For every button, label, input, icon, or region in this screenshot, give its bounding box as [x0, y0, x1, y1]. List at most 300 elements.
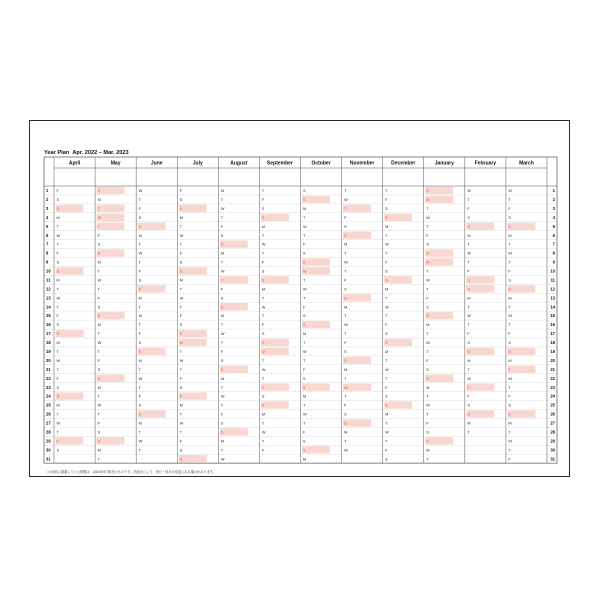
row-number-left: 28 [46, 429, 51, 435]
weekday-letter: T [385, 376, 388, 381]
weekday-letter: S [467, 224, 470, 229]
weekday-letter: M [426, 198, 430, 203]
weekday-letter: M [467, 233, 471, 238]
day-highlight [302, 446, 330, 453]
weekday-letter: M [220, 189, 225, 194]
weekday-letter: S [97, 314, 101, 319]
weekday-letter: T [344, 394, 347, 399]
weekday-letter: F [467, 332, 470, 337]
weekday-letter: T [344, 269, 347, 274]
weekday-letter: T [179, 412, 183, 417]
weekday-letter: S [426, 376, 429, 381]
weekday-letter: M [138, 421, 142, 426]
weekday-letter: S [56, 385, 60, 390]
weekday-letter: S [179, 394, 183, 399]
weekday-letter: M [344, 305, 348, 310]
weekday-letter: S [261, 269, 265, 274]
weekday-letter: M [97, 385, 101, 390]
weekday-letter: S [303, 189, 306, 194]
weekday-letter: T [179, 287, 183, 292]
weekday-letter: T [220, 278, 224, 283]
weekday-letter: W [344, 198, 348, 203]
weekday-letter: T [467, 242, 470, 247]
weekday-letter: F [179, 251, 183, 256]
day-highlight [343, 357, 371, 364]
weekday-letter: W [138, 251, 143, 256]
weekday-letter: W [344, 385, 348, 390]
weekday-letter: F [220, 224, 224, 229]
weekday-letter: W [426, 341, 430, 346]
weekday-letter: S [97, 367, 101, 372]
weekday-letter: F [97, 233, 100, 238]
day-highlight [138, 410, 166, 417]
weekday-letter: T [344, 206, 347, 211]
weekday-letter: S [344, 421, 347, 426]
weekday-letter: M [344, 242, 348, 247]
row-number-right: 6 [552, 232, 555, 238]
weekday-letter: M [508, 296, 512, 301]
weekday-letter: W [303, 349, 307, 354]
weekday-letter: T [220, 260, 224, 265]
weekday-letter: M [97, 323, 101, 328]
weekday-letter: T [426, 206, 429, 211]
weekday-letter: S [344, 224, 347, 229]
weekday-letter: T [56, 224, 59, 229]
weekday-letter: W [385, 242, 389, 247]
weekday-letter: S [303, 448, 306, 453]
weekday-letter: W [508, 189, 513, 194]
weekday-letter: T [97, 457, 100, 462]
weekday-letter: W [97, 278, 102, 283]
weekday-letter: M [508, 358, 512, 363]
weekday-letter: T [344, 189, 347, 194]
weekday-letter: T [97, 287, 100, 292]
weekday-letter: S [344, 296, 347, 301]
weekday-letter: S [385, 457, 388, 462]
day-highlight [302, 196, 330, 203]
weekday-letter: W [508, 439, 513, 444]
row-number-right: 15 [550, 313, 555, 319]
row-number-right: 1 [552, 188, 555, 194]
day-highlight [466, 348, 494, 355]
weekday-letter: F [220, 412, 224, 417]
weekday-letter: S [344, 233, 347, 238]
weekday-letter: F [220, 349, 224, 354]
weekday-letter: F [508, 206, 511, 211]
weekday-letter: T [56, 287, 59, 292]
day-highlight [466, 410, 494, 417]
weekday-letter: W [56, 233, 61, 238]
weekday-letter: S [220, 421, 224, 426]
weekday-letter: S [138, 215, 142, 220]
weekday-letter: F [56, 376, 59, 381]
weekday-letter: T [426, 349, 429, 354]
weekday-letter: W [220, 206, 225, 211]
row-number-right: 29 [550, 438, 555, 444]
weekday-letter: S [344, 412, 347, 417]
weekday-letter: W [261, 305, 266, 310]
row-number-right: 7 [552, 241, 555, 247]
row-number-right: 8 [552, 250, 555, 256]
weekday-letter: S [303, 251, 306, 256]
day-highlight [97, 205, 125, 212]
weekday-letter: T [261, 251, 265, 256]
day-highlight [507, 285, 535, 292]
weekday-letter: S [97, 305, 101, 310]
weekday-letter: S [138, 224, 142, 229]
weekday-letter: M [261, 349, 266, 354]
row-number-left: 4 [46, 214, 49, 220]
weekday-letter: S [303, 385, 306, 390]
weekday-letter: S [138, 412, 142, 417]
day-highlight [425, 187, 453, 194]
weekday-letter: S [508, 412, 511, 417]
weekday-letter: T [303, 296, 306, 301]
weekday-letter: T [261, 439, 265, 444]
weekday-letter: T [97, 412, 100, 417]
weekday-letter: W [138, 189, 143, 194]
weekday-letter: S [179, 198, 183, 203]
weekday-letter: T [344, 376, 347, 381]
weekday-letter: S [97, 242, 101, 247]
month-header: December [391, 160, 416, 167]
weekday-letter: F [303, 430, 306, 435]
row-number-left: 13 [46, 295, 51, 301]
row-number-right: 30 [550, 447, 555, 453]
day-highlight [261, 339, 289, 346]
weekday-letter: S [467, 341, 470, 346]
weekday-letter: W [97, 215, 102, 220]
day-highlight [56, 267, 84, 274]
weekday-letter: M [138, 358, 142, 363]
month-header: October [311, 160, 331, 167]
weekday-letter: T [97, 394, 100, 399]
day-highlight [138, 285, 166, 292]
row-number-right: 17 [550, 331, 555, 337]
weekday-letter: W [385, 305, 389, 310]
weekday-letter: M [56, 278, 60, 283]
weekday-letter: M [467, 358, 471, 363]
weekday-letter: W [56, 421, 61, 426]
weekday-letter: M [179, 403, 183, 408]
day-highlight [220, 240, 248, 247]
weekday-letter: S [179, 206, 183, 211]
weekday-letter: F [138, 269, 141, 274]
weekday-letter: M [385, 349, 389, 354]
weekday-letter: F [303, 367, 306, 372]
month-header: August [230, 160, 248, 167]
row-number-left: 19 [46, 348, 51, 354]
weekday-letter: M [303, 269, 307, 274]
weekday-letter: T [467, 385, 470, 390]
weekday-letter: S [261, 278, 265, 283]
day-highlight [220, 303, 248, 310]
weekday-letter: T [138, 448, 141, 453]
weekday-letter: W [508, 376, 513, 381]
row-number-left: 14 [46, 304, 51, 310]
weekday-letter: S [385, 269, 388, 274]
weekday-letter: W [508, 251, 513, 256]
weekday-letter: S [179, 260, 183, 265]
day-highlight [261, 401, 289, 408]
weekday-letter: S [303, 323, 306, 328]
weekday-letter: F [56, 314, 59, 319]
weekday-letter: M [97, 448, 101, 453]
weekday-letter: S [467, 287, 470, 292]
day-highlight [261, 348, 289, 355]
weekday-letter: T [138, 198, 141, 203]
weekday-letter: F [179, 439, 183, 444]
day-highlight [179, 330, 207, 337]
weekday-letter: W [138, 314, 143, 319]
row-number-right: 23 [550, 384, 555, 390]
weekday-letter: S [138, 287, 142, 292]
weekday-letter: F [426, 421, 429, 426]
row-number-left: 20 [46, 357, 51, 363]
weekday-letter: T [385, 189, 388, 194]
weekday-letter: S [56, 323, 60, 328]
weekday-letter: F [138, 206, 141, 211]
weekday-letter: T [56, 349, 59, 354]
weekday-letter: W [467, 189, 471, 194]
row-number-left: 15 [46, 313, 51, 319]
weekday-letter: M [56, 403, 60, 408]
weekday-letter: S [303, 376, 306, 381]
weekday-letter: T [97, 206, 100, 211]
weekday-letter: S [426, 430, 429, 435]
weekday-letter: M [220, 251, 225, 256]
day-highlight [507, 348, 535, 355]
weekday-letter: F [261, 260, 265, 265]
day-highlight [97, 187, 125, 194]
weekday-letter: T [220, 341, 224, 346]
day-highlight [179, 267, 207, 274]
weekday-letter: W [385, 430, 389, 435]
weekday-letter: T [220, 215, 224, 220]
weekday-letter: T [344, 332, 347, 337]
weekday-letter: T [344, 439, 347, 444]
weekday-letter: S [303, 314, 306, 319]
weekday-letter: S [56, 198, 60, 203]
weekday-letter: T [467, 260, 470, 265]
weekday-letter: S [467, 403, 470, 408]
weekday-letter: W [426, 403, 430, 408]
weekday-letter: T [138, 430, 141, 435]
day-highlight [261, 383, 289, 390]
row-number-left: 16 [46, 322, 51, 328]
row-number-left: 3 [46, 205, 49, 211]
weekday-letter: M [97, 198, 101, 203]
weekday-letter: W [56, 358, 61, 363]
day-highlight [97, 312, 125, 319]
weekday-letter: T [220, 448, 224, 453]
weekday-letter: T [261, 358, 265, 363]
month-header: April [68, 160, 81, 167]
weekday-letter: S [179, 332, 183, 337]
day-highlight [425, 196, 453, 203]
month-header: May [110, 160, 121, 167]
weekday-letter: T [179, 224, 183, 229]
weekday-letter: W [303, 287, 307, 292]
weekday-letter: M [56, 341, 60, 346]
row-number-right: 21 [550, 366, 555, 372]
weekday-letter: M [179, 278, 183, 283]
weekday-letter: M [385, 287, 389, 292]
weekday-letter: W [179, 358, 184, 363]
weekday-letter: S [138, 341, 142, 346]
row-number-left: 6 [46, 232, 49, 238]
weekday-letter: T [138, 385, 141, 390]
weekday-letter: S [179, 269, 183, 274]
weekday-letter: S [426, 439, 429, 444]
weekday-letter: T [385, 233, 388, 238]
day-highlight [302, 267, 330, 274]
weekday-letter: T [508, 260, 511, 265]
day-highlight [56, 437, 84, 444]
weekday-letter: S [385, 206, 388, 211]
weekday-letter: M [220, 439, 225, 444]
weekday-letter: T [508, 242, 511, 247]
row-number-left: 8 [46, 250, 49, 256]
weekday-letter: T [138, 305, 141, 310]
day-highlight [302, 321, 330, 328]
day-highlight [56, 330, 84, 337]
weekday-letter: M [426, 323, 430, 328]
weekday-letter: S [261, 341, 265, 346]
weekday-letter: T [385, 251, 388, 256]
weekday-letter: T [56, 412, 59, 417]
weekday-letter: F [467, 269, 470, 274]
weekday-letter: F [385, 448, 388, 453]
weekday-letter: F [97, 421, 100, 426]
weekday-letter: T [508, 367, 511, 372]
day-highlight [56, 205, 84, 212]
weekday-letter: F [97, 296, 100, 301]
weekday-letter: F [508, 394, 511, 399]
row-number-left: 17 [46, 331, 51, 337]
weekday-letter: F [138, 332, 141, 337]
weekday-letter: S [303, 260, 306, 265]
weekday-letter: S [508, 278, 511, 283]
row-number-left: 23 [46, 384, 51, 390]
weekday-letter: F [303, 305, 306, 310]
weekday-letter: M [508, 421, 512, 426]
weekday-letter: T [261, 314, 265, 319]
weekday-letter: T [344, 251, 347, 256]
weekday-letter: W [220, 269, 225, 274]
weekday-letter: F [467, 394, 470, 399]
weekday-letter: W [220, 332, 225, 337]
month-header: June [150, 160, 163, 167]
row-number-right: 24 [550, 393, 555, 399]
weekday-letter: F [385, 198, 388, 203]
weekday-letter: W [344, 323, 348, 328]
weekday-letter: S [426, 367, 429, 372]
weekday-letter: F [261, 323, 265, 328]
row-number-right: 13 [550, 295, 555, 301]
weekday-letter: T [56, 430, 59, 435]
weekday-letter: W [220, 457, 225, 462]
weekday-letter: S [508, 403, 511, 408]
month-header: February [474, 160, 497, 167]
weekday-letter: S [56, 394, 60, 399]
weekday-letter: T [385, 296, 388, 301]
weekday-letter: S [385, 215, 388, 220]
day-highlight [425, 375, 453, 382]
weekday-letter: M [303, 457, 307, 462]
weekday-letter: S [220, 358, 224, 363]
day-highlight [179, 339, 207, 346]
day-highlight [384, 214, 412, 221]
weekday-letter: T [385, 421, 388, 426]
day-highlight [507, 223, 535, 230]
row-number-right: 14 [550, 304, 555, 310]
row-number-left: 5 [46, 223, 49, 229]
weekday-letter: T [220, 385, 224, 390]
weekday-letter: F [261, 198, 265, 203]
row-number-right: 2 [552, 197, 555, 203]
row-number-left: 26 [46, 411, 51, 417]
weekday-letter: T [467, 305, 470, 310]
day-highlight [343, 294, 371, 301]
weekday-letter: M [344, 367, 348, 372]
weekday-letter: T [261, 421, 265, 426]
weekday-letter: T [261, 296, 265, 301]
weekday-letter: M [138, 233, 142, 238]
weekday-letter: M [385, 412, 389, 417]
weekday-letter: M [220, 314, 225, 319]
weekday-letter: S [56, 260, 60, 265]
weekday-letter: S [179, 448, 183, 453]
footnote: この商品に掲載している情報は、2021年9月現在のものです。法改正により、祝日・休日が変更になる場合があります。 [45, 470, 216, 474]
weekday-letter: M [261, 287, 266, 292]
day-highlight [343, 232, 371, 239]
day-highlight [220, 276, 248, 283]
row-number-left: 27 [46, 420, 51, 426]
row-number-right: 19 [550, 348, 555, 354]
day-highlight [466, 223, 494, 230]
weekday-letter: T [261, 376, 265, 381]
weekday-letter: S [467, 349, 470, 354]
day-highlight [343, 419, 371, 426]
weekday-letter: T [138, 367, 141, 372]
weekday-letter: W [220, 394, 225, 399]
weekday-letter: S [220, 296, 224, 301]
weekday-letter: M [303, 332, 307, 337]
weekday-letter: F [426, 296, 429, 301]
row-number-left: 31 [46, 456, 51, 462]
weekday-letter: M [56, 215, 60, 220]
weekday-letter: W [385, 367, 389, 372]
weekday-letter: M [179, 341, 183, 346]
month-header: November [349, 160, 375, 167]
weekday-letter: M [426, 385, 430, 390]
day-highlight [97, 249, 125, 256]
day-highlight [466, 285, 494, 292]
row-number-left: 9 [46, 259, 49, 265]
day-highlight [261, 214, 289, 221]
weekday-letter: T [385, 314, 388, 319]
day-highlight [425, 437, 453, 444]
day-highlight [302, 258, 330, 265]
weekday-letter: S [179, 323, 183, 328]
weekday-letter: F [467, 206, 470, 211]
weekday-letter: W [426, 215, 430, 220]
weekday-letter: F [508, 457, 511, 462]
weekday-letter: F [56, 189, 59, 194]
day-highlight [56, 392, 84, 399]
weekday-letter: S [261, 394, 265, 399]
